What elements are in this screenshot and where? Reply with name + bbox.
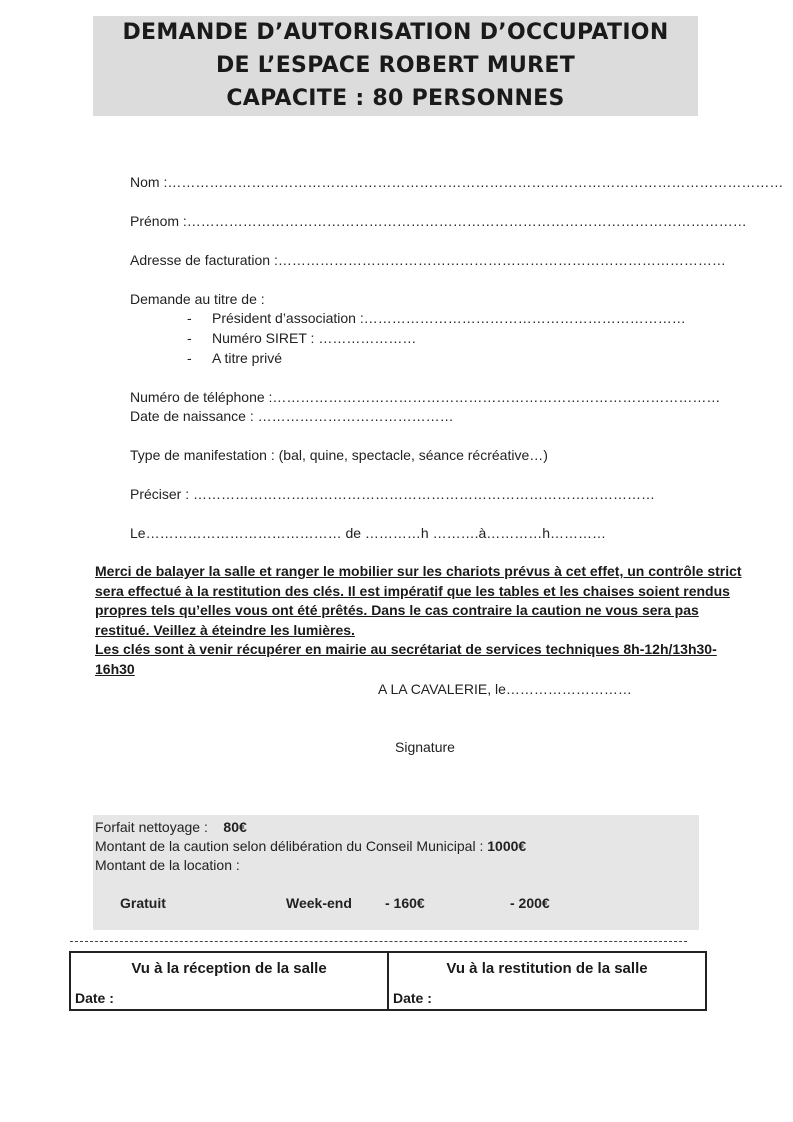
price-160: - 160€ xyxy=(385,895,425,911)
title-line-1: DEMANDE D’AUTORISATION D’OCCUPATION xyxy=(122,20,669,45)
field-date-horaires[interactable]: Le…………………………………… de …………h ……….à…………h………… xyxy=(130,525,607,541)
signature-label: Signature xyxy=(395,739,455,755)
option-president-association[interactable]: - Président d’association :…………………………………………………………… xyxy=(187,310,686,326)
restitution-title: Vu à la restitution de la salle xyxy=(446,960,648,977)
field-adresse-facturation[interactable]: Adresse de facturation :…………………………………………………………………………………… xyxy=(130,252,726,268)
field-preciser[interactable]: Préciser : ……………………………………………………………………………………… xyxy=(130,486,656,502)
reception-date-field[interactable]: Date : xyxy=(75,990,114,1006)
restitution-cell xyxy=(389,953,705,1009)
signature-place-date[interactable]: A LA CAVALERIE, le……………………… xyxy=(378,681,632,697)
notice-cleaning: Merci de balayer la salle et ranger le mobilier sur les chariots prévus à cet effet, un contrôle strict sera effectué à la restitution des clés. Il est impératif que les tables et les chaises soient rendus propres tels qu’elles vous ont été prêtés. Dans le cas contraire la caution ne vous sera pas restitué. Veillez à éteindre les lumières. xyxy=(95,563,742,638)
document-title xyxy=(93,16,698,116)
fee-location-label: Montant de la location : xyxy=(95,857,240,873)
field-date-naissance[interactable]: Date de naissance : …………………………………… xyxy=(130,408,454,424)
handover-table xyxy=(69,951,707,1011)
demande-label: Demande au titre de : xyxy=(130,291,265,307)
reception-cell xyxy=(71,953,389,1009)
title-line-3: CAPACITE : 80 PERSONNES xyxy=(226,86,565,111)
title-line-2: DE L’ESPACE ROBERT MURET xyxy=(215,53,576,78)
cut-line-divider xyxy=(70,941,687,942)
field-telephone[interactable]: Numéro de téléphone :…………………………………………………………………………………… xyxy=(130,389,721,405)
price-week-end: Week-end xyxy=(286,895,352,911)
field-nom[interactable]: Nom :…………………………………………………………………………………………………………………… xyxy=(130,174,784,190)
fee-caution: Montant de la caution selon délibération du Conseil Municipal : 1000€ xyxy=(95,838,527,854)
field-prenom[interactable]: Prénom :………………………………………………………………………………………………………… xyxy=(130,213,747,229)
field-type-manifestation: Type de manifestation : (bal, quine, spectacle, séance récréative…) xyxy=(130,447,548,463)
price-200: - 200€ xyxy=(510,895,550,911)
rules-notice xyxy=(95,562,745,679)
fees-panel xyxy=(93,815,699,930)
price-gratuit: Gratuit xyxy=(120,895,166,911)
fee-nettoyage: Forfait nettoyage : 80€ xyxy=(95,819,247,835)
option-titre-prive[interactable]: - A titre privé xyxy=(187,350,283,366)
option-numero-siret[interactable]: - Numéro SIRET : ………………… xyxy=(187,330,417,346)
reception-title: Vu à la réception de la salle xyxy=(131,960,327,977)
notice-keys: Les clés sont à venir récupérer en mairie au secrétariat de services techniques 8h-12h/13h30-16h30 xyxy=(95,641,717,677)
restitution-date-field[interactable]: Date : xyxy=(393,990,432,1006)
